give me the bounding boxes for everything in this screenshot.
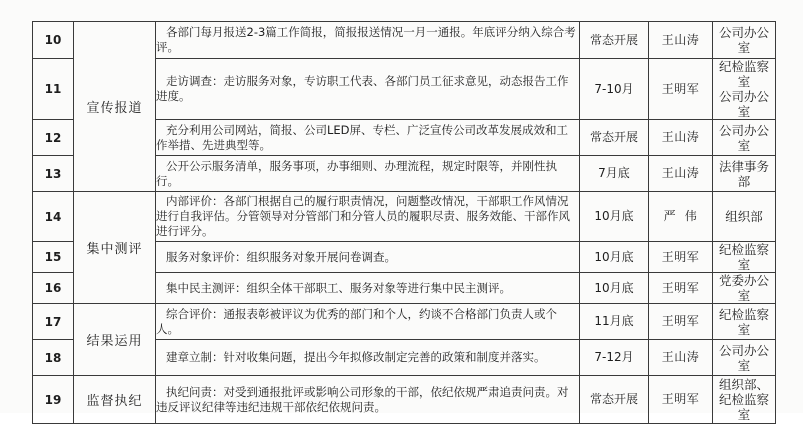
task-content: 综合评价：通报表彰被评议为优秀的部门和个人，约谈不合格部门负责人或个人。 — [156, 304, 580, 340]
responsible-department: 纪检监察室 — [713, 304, 776, 340]
row-number: 16 — [33, 273, 74, 304]
time-cell: 常态开展 — [580, 22, 649, 59]
responsible-person: 王明军 — [649, 304, 713, 340]
row-number: 17 — [33, 304, 74, 340]
responsible-department: 公司办公室 — [713, 340, 776, 376]
row-number: 19 — [33, 376, 74, 424]
row-number: 10 — [33, 22, 74, 59]
responsible-department: 公司办公室 — [713, 120, 776, 156]
table-row — [33, 376, 776, 424]
time-cell: 10月底 — [580, 273, 649, 304]
responsible-person: 严 伟 — [649, 192, 713, 242]
responsible-department: 公司办公室 — [713, 22, 776, 59]
responsible-department: 纪检监察室 公司办公室 — [713, 59, 776, 120]
time-cell: 常态开展 — [580, 120, 649, 156]
row-number: 14 — [33, 192, 74, 242]
task-content: 走访调查：走访服务对象，专访职工代表、各部门员工征求意见，动态报告工作进度。 — [156, 59, 580, 120]
time-cell: 10月底 — [580, 192, 649, 242]
responsible-person: 王山涛 — [649, 22, 713, 59]
time-cell: 11月底 — [580, 304, 649, 340]
table-row — [33, 304, 776, 340]
row-number: 12 — [33, 120, 74, 156]
responsible-department: 纪检监察室 — [713, 242, 776, 273]
row-number: 11 — [33, 59, 74, 120]
row-number: 18 — [33, 340, 74, 376]
time-cell: 10月底 — [580, 242, 649, 273]
category-cell: 宣传报道 — [74, 22, 156, 192]
responsible-department: 法律事务部 — [713, 156, 776, 192]
time-cell: 7-12月 — [580, 340, 649, 376]
responsible-person: 王明军 — [649, 273, 713, 304]
responsible-person: 王山涛 — [649, 156, 713, 192]
row-number: 15 — [33, 242, 74, 273]
responsible-person: 王山涛 — [649, 340, 713, 376]
category-cell: 结果运用 — [74, 304, 156, 376]
task-content: 集中民主测评：组织全体干部职工、服务对象等进行集中民主测评。 — [156, 273, 580, 304]
responsible-person: 王山涛 — [649, 120, 713, 156]
table-row — [33, 22, 776, 59]
task-content: 建章立制：针对收集问题，提出今年拟修改制定完善的政策和制度并落实。 — [156, 340, 580, 376]
responsible-department: 组织部 — [713, 192, 776, 242]
task-content: 服务对象评价：组织服务对象开展问卷调查。 — [156, 242, 580, 273]
task-content: 充分利用公司网站，简报、公司LED屏、专栏、广泛宣传公司改革发展成效和工作举措、先进典型等。 — [156, 120, 580, 156]
category-cell: 监督执纪 — [74, 376, 156, 424]
work-plan-table — [32, 21, 776, 424]
responsible-person: 王明军 — [649, 59, 713, 120]
table-row — [33, 192, 776, 242]
responsible-person: 王明军 — [649, 376, 713, 424]
task-content: 各部门每月报送2-3篇工作简报，简报报送情况一月一通报。年底评分纳入综合考评。 — [156, 22, 580, 59]
responsible-department: 组织部、纪检监察室 — [713, 376, 776, 424]
task-content: 执纪问责：对受到通报批评或影响公司形象的干部，依纪依规严肃追责问责。对违反评议纪律等违纪违规干部依纪依规问责。 — [156, 376, 580, 424]
time-cell: 7月底 — [580, 156, 649, 192]
row-number: 13 — [33, 156, 74, 192]
time-cell: 常态开展 — [580, 376, 649, 424]
task-content: 公开公示服务清单，服务事项，办事细则、办理流程，规定时限等，并刚性执行。 — [156, 156, 580, 192]
task-content: 内部评价：各部门根据自己的履行职责情况，问题整改情况，干部职工作风情况进行自我评估。分管领导对分管部门和分管人员的履职尽责、服务效能、干部作风进行评分。 — [156, 192, 580, 242]
responsible-person: 王明军 — [649, 242, 713, 273]
category-cell: 集中测评 — [74, 192, 156, 304]
time-cell: 7-10月 — [580, 59, 649, 120]
responsible-department: 党委办公室 — [713, 273, 776, 304]
